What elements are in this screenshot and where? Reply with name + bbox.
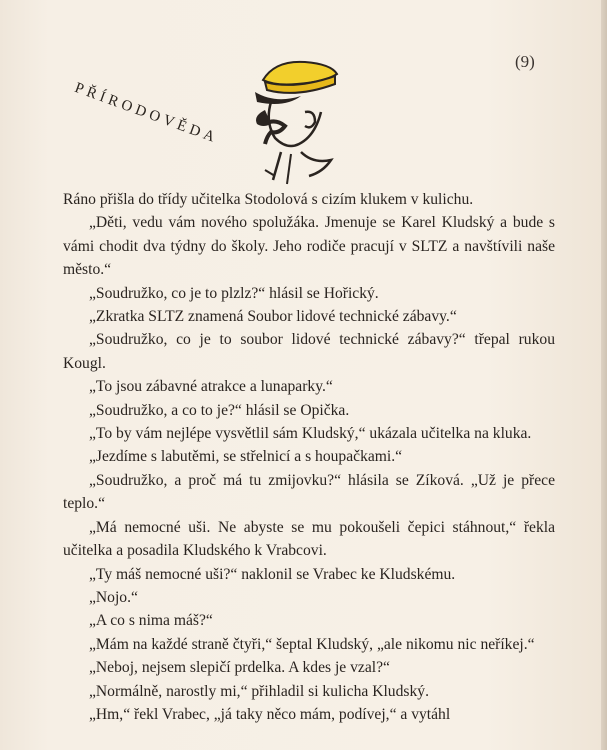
paragraph: „Děti, vedu vám nového spolužáka. Jmenuje se Karel Kludský a bude s vámi chodit dva týdny do školy. Jeho rodiče pracují v SLTZ a navštívili naše město.“ (63, 214, 555, 279)
paragraph: „Mám na každé straně čtyři,“ šeptal Kludský, „ale nikomu nic neříkej.“ (89, 635, 535, 653)
paragraph: „Ty máš nemocné uši?“ naklonil se Vrabec ke Kludskému. (89, 565, 456, 583)
paragraph: „Jezdíme s labutěmi, se střelnicí a s houpačkami.“ (89, 448, 403, 466)
paragraph: „To by vám nejlépe vysvětlil sám Kludský,“ ukázala učitelka na kluka. (89, 425, 532, 443)
chapter-title: PŘÍRODOVĚDA (72, 80, 221, 147)
paragraph: „Soudružko, a proč má tu zmijovku?“ hlásila se Zíková. „Už je přece teplo.“ (63, 471, 555, 513)
paragraph: „Hm,“ řekl Vrabec, „já taky něco mám, podívej,“ a vytáhl (89, 705, 451, 723)
paragraph: „A co s nima máš?“ (89, 612, 213, 630)
paragraph: „Soudružko, co je to plzlz?“ hlásil se Hořický. (89, 284, 379, 302)
paragraph: „Soudružko, a co to je?“ hlásil se Opička. (89, 401, 350, 419)
page-edge (601, 0, 607, 750)
paragraph: „Zkratka SLTZ znamená Soubor lidové technické zábavy.“ (89, 308, 457, 326)
man-in-cap-illustration (235, 52, 355, 192)
paragraph: Ráno přišla do třídy učitelka Stodolová s cizím klukem v kulichu. (63, 191, 474, 208)
paragraph: „Soudružko, co je to soubor lidové technické zábavy?“ třepal rukou Kougl. (63, 331, 555, 372)
paragraph: „Neboj, nejsem slepičí prdelka. A kdes je vzal?“ (89, 659, 390, 677)
story-text (63, 188, 555, 726)
paragraph: „To jsou zábavné atrakce a lunaparky.“ (89, 378, 333, 396)
paragraph: „Má nemocné uši. Ne abyste se mu pokoušeli čepici stáhnout,“ řekla učitelka a posadila Kludského k Vrabcovi. (63, 518, 555, 560)
paragraph: „Normálně, narostly mi,“ přihladil si kulicha Kludský. (89, 682, 429, 700)
page-number: (9) (515, 52, 535, 71)
paragraph: „Nojo.“ (89, 588, 138, 606)
